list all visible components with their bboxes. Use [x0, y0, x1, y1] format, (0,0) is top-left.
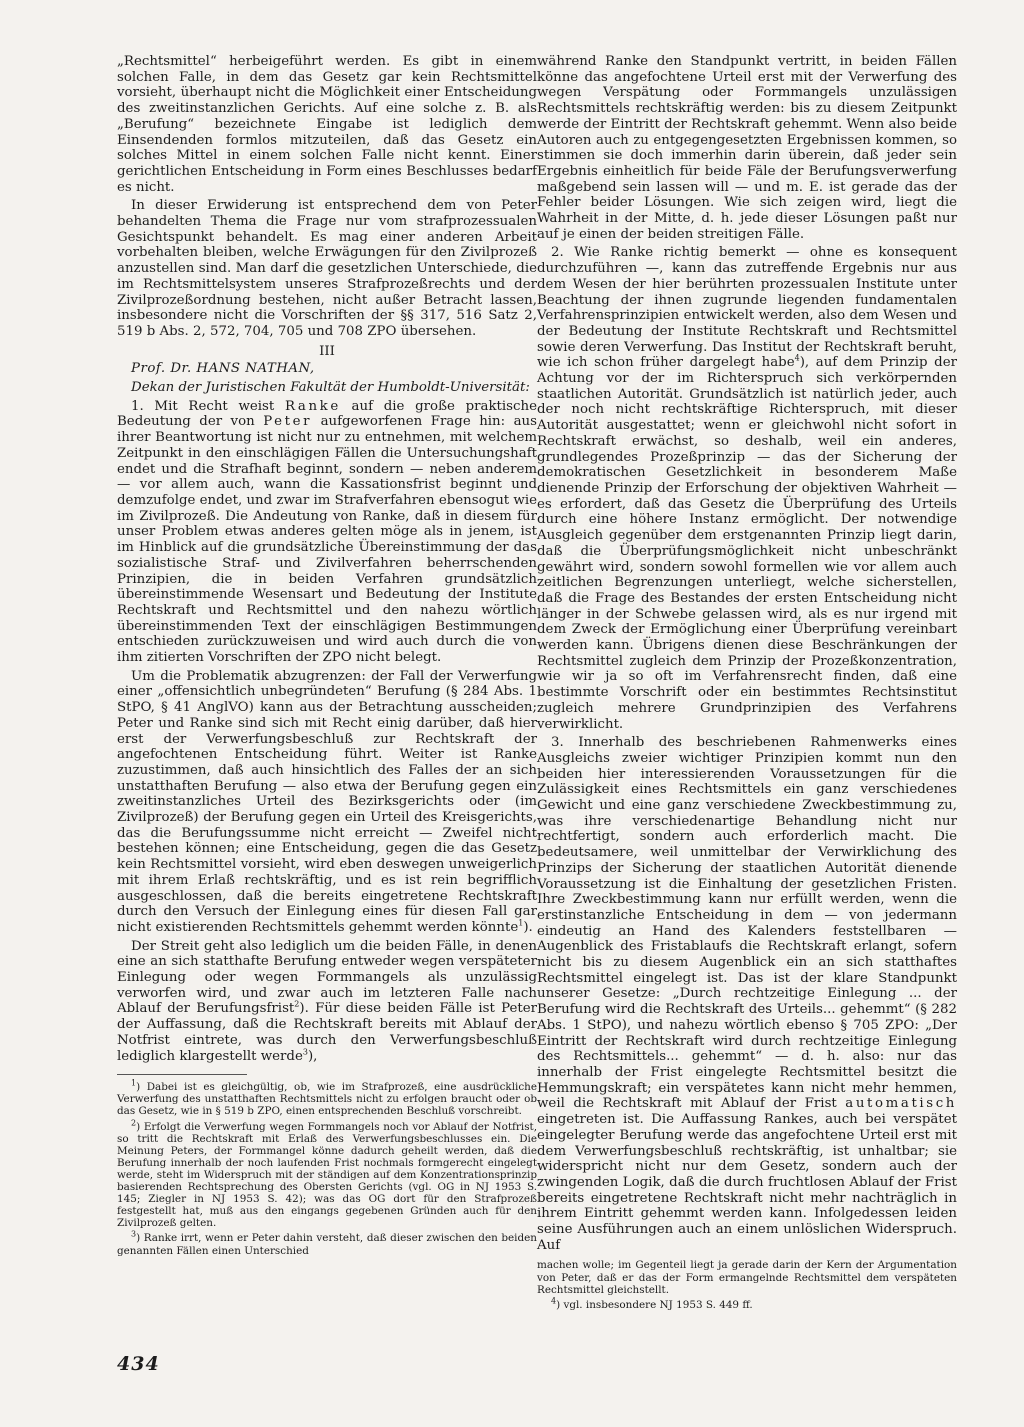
section-heading: III: [319, 343, 335, 359]
footnote: $^2$) Erfolgt die Verwerfung wegen Formmangels noch vor Ablauf der Notfrist, so tritt die Rechtskraft mit Erlaß des Verwerfungsbeschlusses ein. Die Meinung Peters, der Formmangel könne dadurch geheilt werden, daß die Berufung innerhalb der noch laufenden Frist nochmals formgerecht eingelegt werde, steht im Widerspruch mit der ständigen auf dem Konzentrationsprinzip basierenden Rechtsprechung des Obersten Gerichts (vgl. OG in NJ 1953 S. 145; Ziegler in NJ 1953 S. 42); was das OG dort für den Strafprozeß festgestellt hat, muß aus den eingangs gegebenen Gründen auch für den Zivilprozeß gelten.: [117, 1118, 537, 1230]
footnote-continuation: machen wolle; im Gegenteil liegt ja gerade darin der Kern der Argumentation von Peter, daß er das der Form ermangelnde Rechtsmittel dem verspäteten Rechtsmittel gleichstellt.: [537, 1259, 957, 1296]
paragraph: während Ranke den Standpunkt vertritt, in beiden Fällen könne das angefochtene Urteil erst mit der Verwerfung des wegen Verspätung oder Formmangels unzulässigen Rechtsmittels rechtskräftig werden: bis zu diesem Zeitpunkt werde der Eintritt der Rechtskraft gehemmt. Wenn also beide Autoren auch zu entgegengesetzten Ergebnissen kommen, so stimmen sie doch immerhin darin überein, daß jeder sein Ergebnis einheitlich für beide Fäle der Berufungsverwerfung maßgebend sein lassen will — und m. E. ist gerade das der Fehler beider Lösungen. Wie sich zeigen wird, liegt die Wahrheit in der Mitte, d. h. jede dieser Lösungen paßt nur auf je einen der beiden streitigen Fälle.: [537, 54, 957, 242]
footnote: $^1$) Dabei ist es gleichgültig, ob, wie im Strafprozeß, eine ausdrückliche Verwerfung des unstatthaften Rechtsmittels nicht zu erfolgen braucht oder ob das Gesetz, wie in § 519 b ZPO, einen entsprechenden Beschluß vorschreibt.: [117, 1078, 537, 1118]
name-peter: Peter: [263, 414, 313, 430]
author-title: Dekan der Juristischen Fakultät der Humboldt-Universität:: [131, 380, 530, 396]
footnote: $^3$) Ranke irrt, wenn er Peter dahin versteht, daß dieser zwischen den beiden genannten Fällen einen Unterschied: [117, 1229, 537, 1257]
paragraph: 1. Mit Recht weist Ranke auf die große praktische Bedeutung der von Peter aufgeworfenen Frage hin: aus ihrer Beantwortung ist nicht nur zu entnehmen, mit welchem Zeitpunkt in den einschlägigen Fällen die Untersuchungshaft endet und die Strafhaft beginnt, sondern — neben anderem — vor allem auch, wann die Kassationsfrist beginnt und demzufolge endet, und zwar im Strafverfahren ebensogut wie im Zivilprozeß. Die Andeutung von Ranke, daß in diesem für unser Problem etwas anderes gelten möge als in jenem, ist im Hinblick auf die grundsätzliche Übereinstimmung der das sozialistische Straf- und Zivilverfahren beherrschenden Prinzipien, die in beiden Verfahren grundsätzlich übereinstimmende Wesensart und Bedeutung der Institute Rechtskraft und Rechtsmittel und den nahezu wörtlich übereinstimmenden Text der einschlägigen Bestimmungen entschieden zurückzuweisen und wird auch durch die von ihm zitierten Vorschriften der ZPO nicht belegt.: [117, 398, 537, 666]
footnote: $^4$) vgl. insbesondere NJ 1953 S. 449 ff.: [551, 1296, 753, 1311]
paragraph: Um die Problematik abzugrenzen: der Fall der Verwerfung einer „offensichtlich unbegründeten“ Berufung (§ 284 Abs. 1 StPO, § 41 AnglVO) kann aus der Betrachtung ausscheiden; Peter und Ranke sind sich mit Recht einig darüber, daß hier erst der Verwerfungsbeschluß zur Rechtskraft der angefochtenen Entscheidung führt. Weiter ist Ranke zuzustimmen, daß auch hinsichtlich des Falles der an sich unstatthaften Berufung — also etwa der Berufung gegen ein zweitinstanzliches Urteil des Bezirksgerichts oder (im Zivilprozeß) der Berufung gegen ein Urteil des Kreisgerichts, das die Berufungssumme nicht erreicht — Zweifel nicht bestehen können; eine Entscheidung, gegen die das Gesetz kein Rechtsmittel vorsieht, wird eben deswegen unweigerlich mit ihrem Erlaß rechtskräftig, und es ist rein begrifflich ausgeschlossen, daß die bereits eingetretene Rechtskraft durch den Versuch der Einlegung eines für diesen Fall gar nicht existierenden Rechtsmittels gehemmt werden könnte$^1$).: [117, 668, 537, 935]
right-column: [537, 54, 957, 1314]
footnote-divider: [117, 1074, 247, 1075]
emphasis-automatisch: automatisch: [845, 1096, 957, 1112]
page-number: 434: [117, 1353, 160, 1375]
paragraph: In dieser Erwiderung ist entsprechend dem von Peter behandelten Thema die Frage nur vom strafprozessualen Gesichtspunkt behandelt. Es mag einer anderen Arbeit vorbehalten bleiben, welche Erwägungen für den Zivilprozeß anzustellen sind. Man darf die gesetzlichen Unterschiede, die im Rechtsmittelsystem unseres Strafprozeßrechts und der Zivilprozeßordnung bestehen, nicht außer Betracht lassen, insbesondere nicht die Vorschriften der §§ 317, 516 Satz 2, 519 b Abs. 2, 572, 704, 705 und 708 ZPO übersehen.: [117, 198, 537, 339]
footnote-ref: 3: [302, 1047, 308, 1057]
paragraph: Der Streit geht also lediglich um die beiden Fälle, in denen eine an sich statthafte Berufung entweder wegen verspäteter Einlegung oder wegen Formmangels als unzulässig verworfen wird, und zwar auch im letzteren Falle nach Ablauf der Berufungsfrist$^2$). Für diese beiden Fälle ist Peter der Auffassung, daß die Rechtskraft bereits mit Ablauf der Notfrist eintrete, was durch den Verwerfungsbeschluß lediglich klargestellt werde$^3$),: [117, 938, 537, 1064]
name-ranke: Ranke: [284, 398, 341, 414]
author-name: Prof. Dr. HANS NATHAN,: [131, 361, 315, 377]
paragraph: „Rechtsmittel“ herbeigeführt werden. Es gibt in einem solchen Falle, in dem das Gesetz gar kein Rechtsmittel vorsieht, überhaupt nicht die Möglichkeit einer Entscheidung des zweitinstanzlichen Gerichts. Auf eine solche z. B. als „Berufung“ bezeichnete Eingabe ist lediglich dem Einsendenden formlos mitzuteilen, daß das Gesetz ein solches Mittel in einem solchen Falle nicht kennt. Einer gerichtlichen Entscheidung in Form eines Beschlusses bedarf es nicht.: [117, 54, 537, 195]
footnote-ref: 2: [294, 1000, 300, 1010]
paragraph: 2. Wie Ranke richtig bemerkt — ohne es konsequent durchzuführen —, kann das zutreffende Ergebnis nur aus dem Wesen der hier berührten prozessualen Institute unter Beachtung der ihnen zugrunde liegenden fundamentalen Verfahrensprinzipien entwickelt werden, also dem Wesen und der Bedeutung der Institute Rechtskraft und Rechtsmittel sowie deren Verwerfung. Das Institut der Rechtskraft beruht, wie ich schon früher dargelegt habe$^4$), auf dem Prinzip der Achtung vor der im Richterspruch sich verkörpernden staatlichen Autorität. Grundsätzlich ist natürlich jeder, auch der noch nicht rechtskräftige Richterspruch, mit dieser Autorität ausgestattet; wenn er gleichwohl nicht sofort in Rechtskraft erwächst, so deshalb, weil ein anderes, grundlegendes Prozeßprinzip — das der Sicherung der demokratischen Gesetzlichkeit in besonderem Maße dienende Prinzip der Erforschung der objektiven Wahrheit — es erfordert, daß das Gesetz die Überprüfung des Urteils durch eine höhere Instanz ermöglicht. Der notwendige Ausgleich gegenüber dem erstgenannten Prinzip liegt darin, daß die Überprüfungsmöglichkeit nicht unbeschränkt gewährt wird, sondern sowohl formellen wie vor allem auch zeitlichen Begrenzungen unterliegt, welche sicherstellen, daß die Frage des Bestandes der ersten Entscheidung nicht länger in der Schwebe gelassen wird, als es nur irgend mit dem Zweck der Ermöglichung einer Überprüfung vereinbart werden kann. Übrigens dienen diese Beschränkungen der Rechtsmittel zugleich dem Prinzip der Prozeßkonzentration, wie wir ja so oft im Verfahrensrecht finden, daß eine bestimmte Vorschrift oder ein bestimmtes Rechtsinstitut zugleich mehrere Grundprinzipien des Verfahrens verwirklicht.: [537, 245, 957, 732]
footnote-ref: 4: [794, 353, 800, 363]
footnote-ref: 1: [518, 918, 524, 928]
paragraph: 3. Innerhalb des beschriebenen Rahmenwerks eines Ausgleichs zweier wichtiger Prinzipien kommt nun den beiden hier interessierenden Voraussetzungen für die Zulässigkeit eines Rechtsmittels ein ganz verschiedenes Gewicht und eine ganz verschiedene Zweckbestimmung zu, was ihre verschiedenartige Behandlung nicht nur rechtfertigt, sondern auch erforderlich macht. Die bedeutsamere, weil unmittelbar der Verwirklichung des Prinzips der Sicherung der staatlichen Autorität dienende Voraussetzung ist die Einhaltung der gesetzlichen Fristen. Ihre Zweckbestimmung kann nur erfüllt werden, wenn die erstinstanzliche Entscheidung in dem — von jedermann eindeutig an Hand des Kalenders feststellbaren — Augenblick des Fristablaufs die Rechtskraft erlangt, sofern nicht bis zu diesem Augenblick ein an sich statthaftes Rechtsmittel eingelegt ist. Das ist der klare Standpunkt unserer Gesetze: „Durch rechtzeitige Einlegung ... der Berufung wird die Rechtskraft des Urteils... gehemmt“ (§ 282 Abs. 1 StPO), und nahezu wörtlich ebenso § 705 ZPO: „Der Eintritt der Rechtskraft wird durch rechtzeitige Einlegung des Rechtsmittels... gehemmt“ — d. h. also: nur das innerhalb der Frist eingelegte Rechtsmittel besitzt die Hemmungskraft; ein verspätetes kann nicht mehr hemmen, weil die Rechtskraft mit Ablauf der Frist automatisch eingetreten ist. Die Auffassung Rankes, auch bei verspätet eingelegter Berufung werde das angefochtene Urteil erst mit dem Verwerfungsbeschluß rechtskräftig, ist unhaltbar; sie widerspricht nicht nur dem Gesetz, sondern auch der zwingenden Logik, daß die durch fruchtlosen Ablauf der Frist bereits eingetretene Rechtskraft nicht mehr nachträglich in ihrem Eintritt gehemmt werden kann. Infolgedessen leiden seine Ausführungen auch an einem unlöslichen Widerspruch. Auf: [537, 735, 957, 1253]
left-column: [117, 54, 537, 1260]
